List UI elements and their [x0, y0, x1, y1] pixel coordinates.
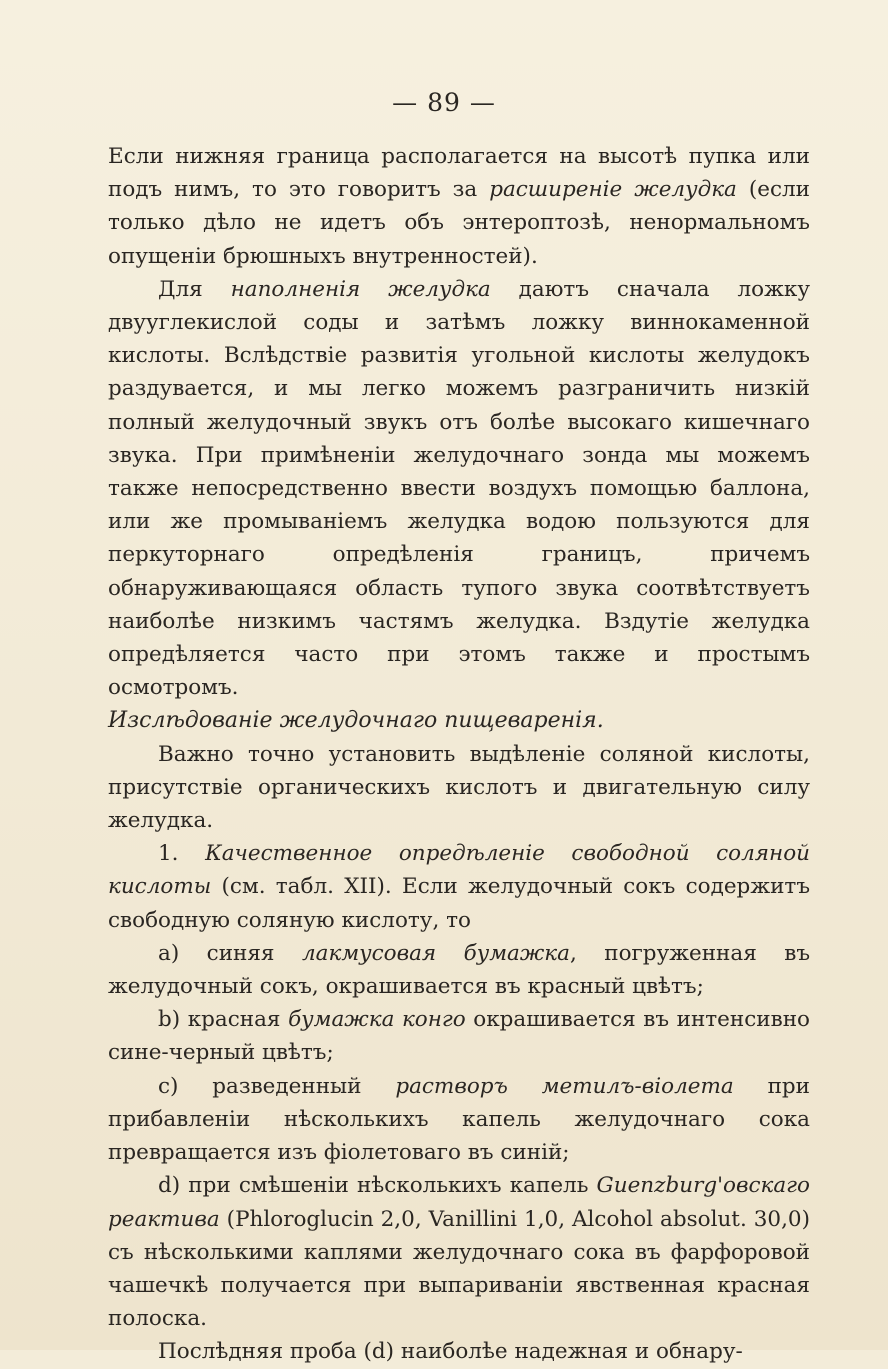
emphasis-term: наполненiя желудка: [230, 276, 491, 302]
paragraph-filling: [108, 273, 810, 705]
paragraph-intro: Важно точно установить выдѣленiе соляной кислоты, присутствiе органическихъ кислотъ и двигательную силу желудка.: [108, 741, 810, 834]
item-number: 1.: [158, 841, 206, 867]
paragraph-text: d) при смѣшенiи нѣсколькихъ капель: [158, 1173, 597, 1199]
emphasis-term: Guenzburg'овскаго реактива: [108, 1173, 810, 1232]
emphasis-term: Качественное опредѣленiе свободной соляной кислоты: [108, 841, 810, 900]
paragraph-last: Послѣдняя проба (d) наиболѣе надежная и обнару-: [158, 1339, 743, 1365]
paragraph-text: а) синяя: [158, 940, 302, 966]
body-text: [108, 140, 810, 1369]
paragraph-text: b) красная: [158, 1007, 289, 1033]
sub-item-c: [108, 1070, 810, 1170]
paragraph-text: Если нижняя граница располагается на высотѣ пупка или подъ нимъ, то это говоритъ за: [108, 144, 810, 203]
paragraph-text: (если только дѣло не идетъ объ энтероптозѣ, ненормальномъ опущенiи брюшныхъ внутренностей).: [108, 177, 811, 269]
paragraph-text: даютъ сначала ложку двууглекислой соды и затѣмъ ложку виннокаменной кислоты. Вслѣдствiе развитiя угольной кислоты желудокъ раздувается, и мы легко можемъ разграничить низкiй полный желудочный звукъ отъ болѣе высокаго кишечнаго звука. При примѣненiи желудочнаго зонда мы можемъ также непосредственно ввести воздухъ помощью баллона, или же промыванiемъ желудка водою пользуются для перкуторнаго опредѣленiя границъ, причемъ обнаруживающаяся область тупого звука соотвѣтствуетъ наиболѣе низкимъ частямъ желудка. Вздутiе желудка опредѣляется часто при этомъ также и простымъ осмотромъ.: [108, 276, 810, 701]
page-number: — 89 —: [392, 88, 496, 117]
paragraph-text: при прибавленiи нѣсколькихъ капель желудочнаго сока превращается изъ фiолетоваго въ синiй;: [108, 1073, 810, 1166]
paragraph-text: (Phloroglucin 2,0, Vanillini 1,0, Alcohol absolut. 30,0) съ нѣсколькими каплями желудочнаго сока въ фарфоровой чашечкѣ получается при выпариванiи явственная красная полоска.: [108, 1206, 810, 1332]
paragraph-text: (см. табл. XII). Если желудочный сокъ содержитъ свободную соляную кислоту, то: [108, 874, 810, 933]
list-item-1: [108, 837, 810, 937]
sub-item-a: [108, 937, 810, 1003]
emphasis-term: растворъ метилъ-вiолета: [395, 1073, 734, 1099]
paragraph-dilation: [108, 140, 810, 273]
paragraph-text: Для: [158, 276, 231, 302]
sub-item-d: [108, 1169, 810, 1335]
paragraph-text: окрашивается въ интенсивно сине-черный цвѣтъ;: [108, 1007, 810, 1066]
paragraph-text: с) разведенный: [158, 1073, 396, 1099]
section-heading: Изслѣдованiе желудочнаго пищеваренiя.: [108, 708, 604, 734]
emphasis-term: лакмусовая бумажка: [301, 940, 570, 966]
sub-item-b: [108, 1003, 810, 1069]
paragraph-text: , погруженная въ желудочный сокъ, окрашивается въ красный цвѣтъ;: [108, 940, 811, 1000]
emphasis-term: бумажка конго: [288, 1007, 466, 1033]
emphasis-term: расширенiе желудка: [489, 177, 737, 203]
